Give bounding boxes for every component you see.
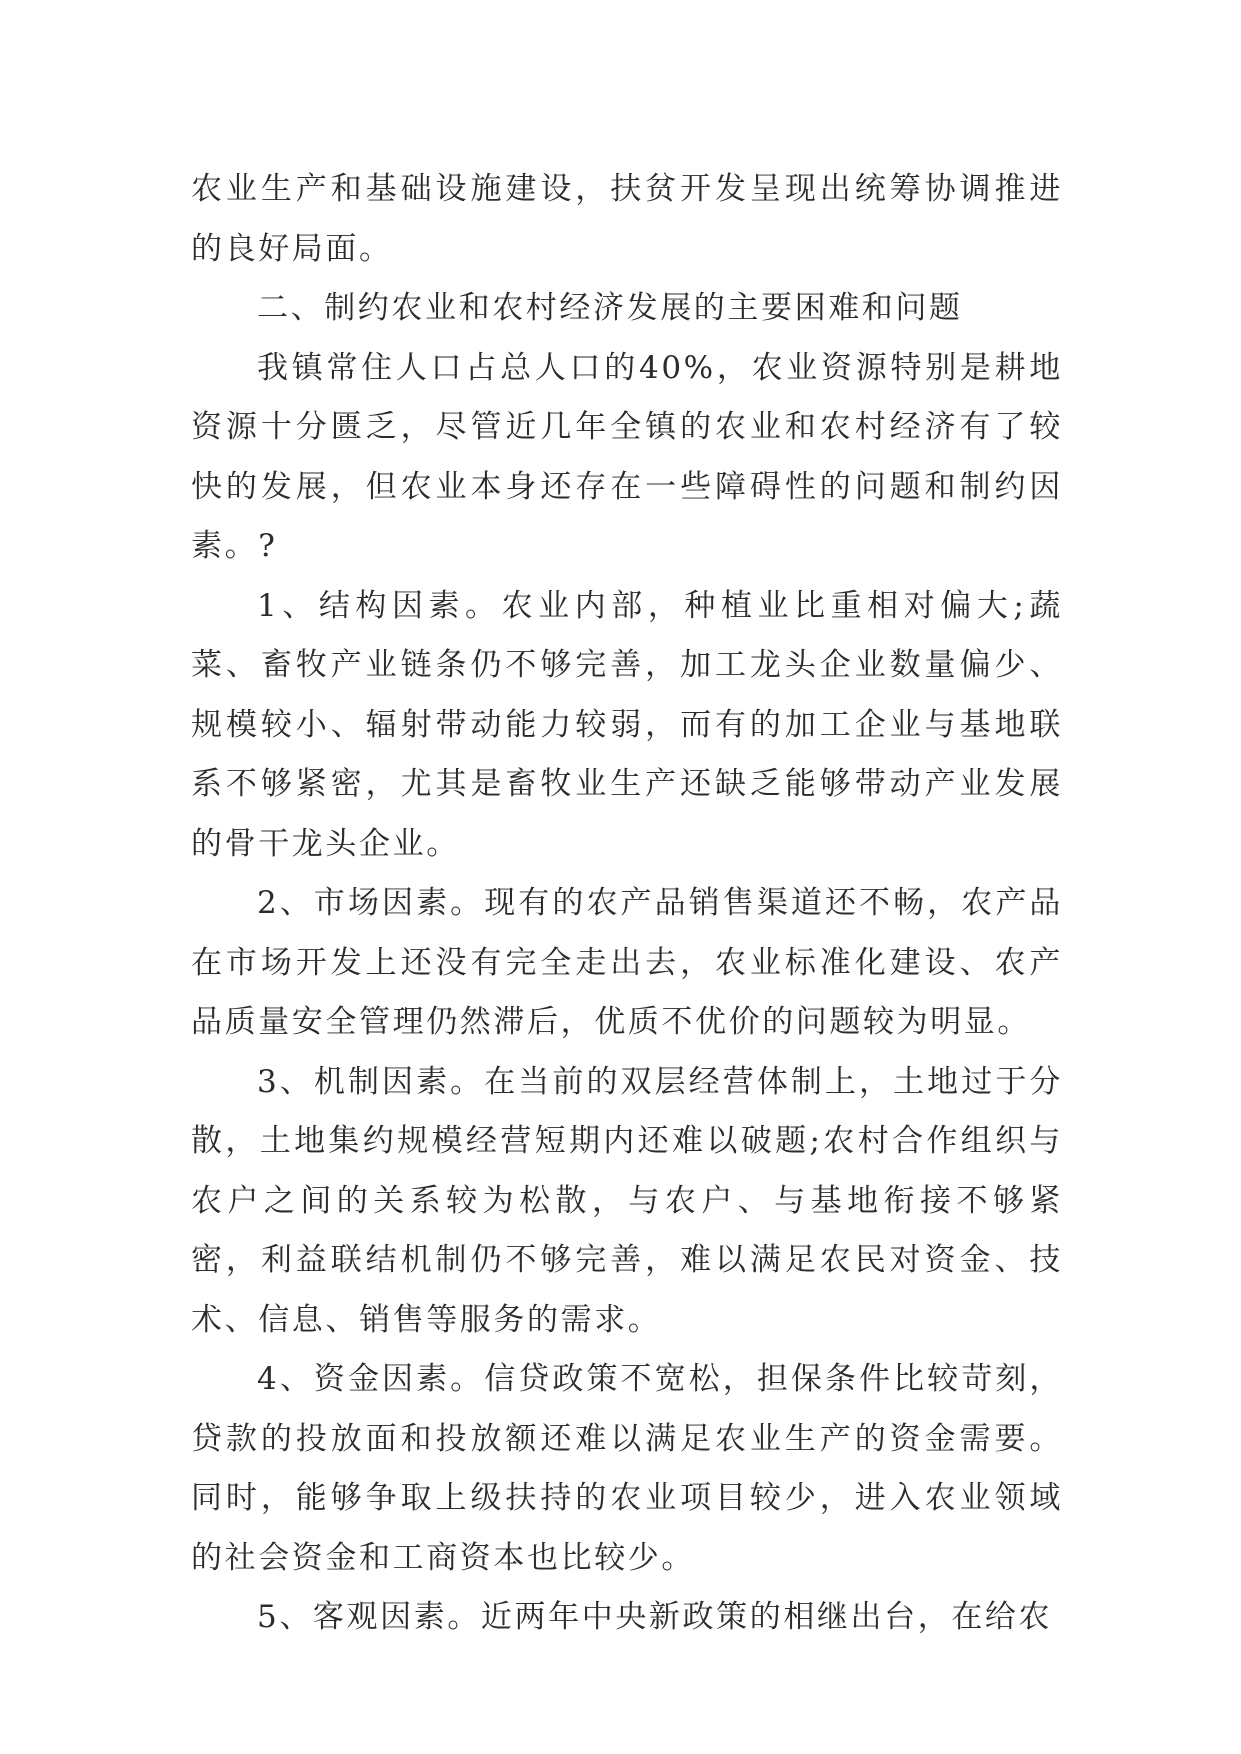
paragraph-continuation: 农业生产和基础设施建设，扶贫开发呈现出统筹协调推进的良好局面。 — [191, 171, 1063, 267]
document-body — [191, 160, 1063, 1648]
paragraph-market-factor: 2、市场因素。现有的农产品销售渠道还不畅，农产品在市场开发上还没有完全走出去，农业标准化建设、农产品质量安全管理仍然滞后，优质不优价的问题较为明显。 — [191, 885, 1063, 1040]
paragraph-structure-factor: 1、结构因素。农业内部，种植业比重相对偏大;蔬菜、畜牧产业链条仍不够完善，加工龙头企业数量偏少、规模较小、辐射带动能力较弱，而有的加工企业与基地联系不够紧密，尤其是畜牧业生产还缺乏能够带动产业发展的骨干龙头企业。 — [191, 587, 1063, 862]
section-heading: 二、制约农业和农村经济发展的主要困难和问题 — [257, 290, 963, 326]
paragraph-objective-factor: 5、客观因素。近两年中央新政策的相继出台，在给农 — [257, 1599, 1053, 1635]
paragraph-mechanism-factor: 3、机制因素。在当前的双层经营体制上，土地过于分散，土地集约规模经营短期内还难以破题;农村合作组织与农户之间的关系较为松散，与农户、与基地衔接不够紧密，利益联结机制仍不够完善，难以满足农民对资金、技术、信息、销售等服务的需求。 — [191, 1063, 1063, 1338]
paragraph-funding-factor: 4、资金因素。信贷政策不宽松，担保条件比较苛刻，贷款的投放面和投放额还难以满足农业生产的资金需要。同时，能够争取上级扶持的农业项目较少，进入农业领域的社会资金和工商资本也比较少。 — [191, 1361, 1063, 1576]
paragraph-population: 我镇常住人口占总人口的40%，农业资源特别是耕地资源十分匮乏，尽管近几年全镇的农业和农村经济有了较快的发展，但农业本身还存在一些障碍性的问题和制约因素。? — [191, 349, 1063, 564]
